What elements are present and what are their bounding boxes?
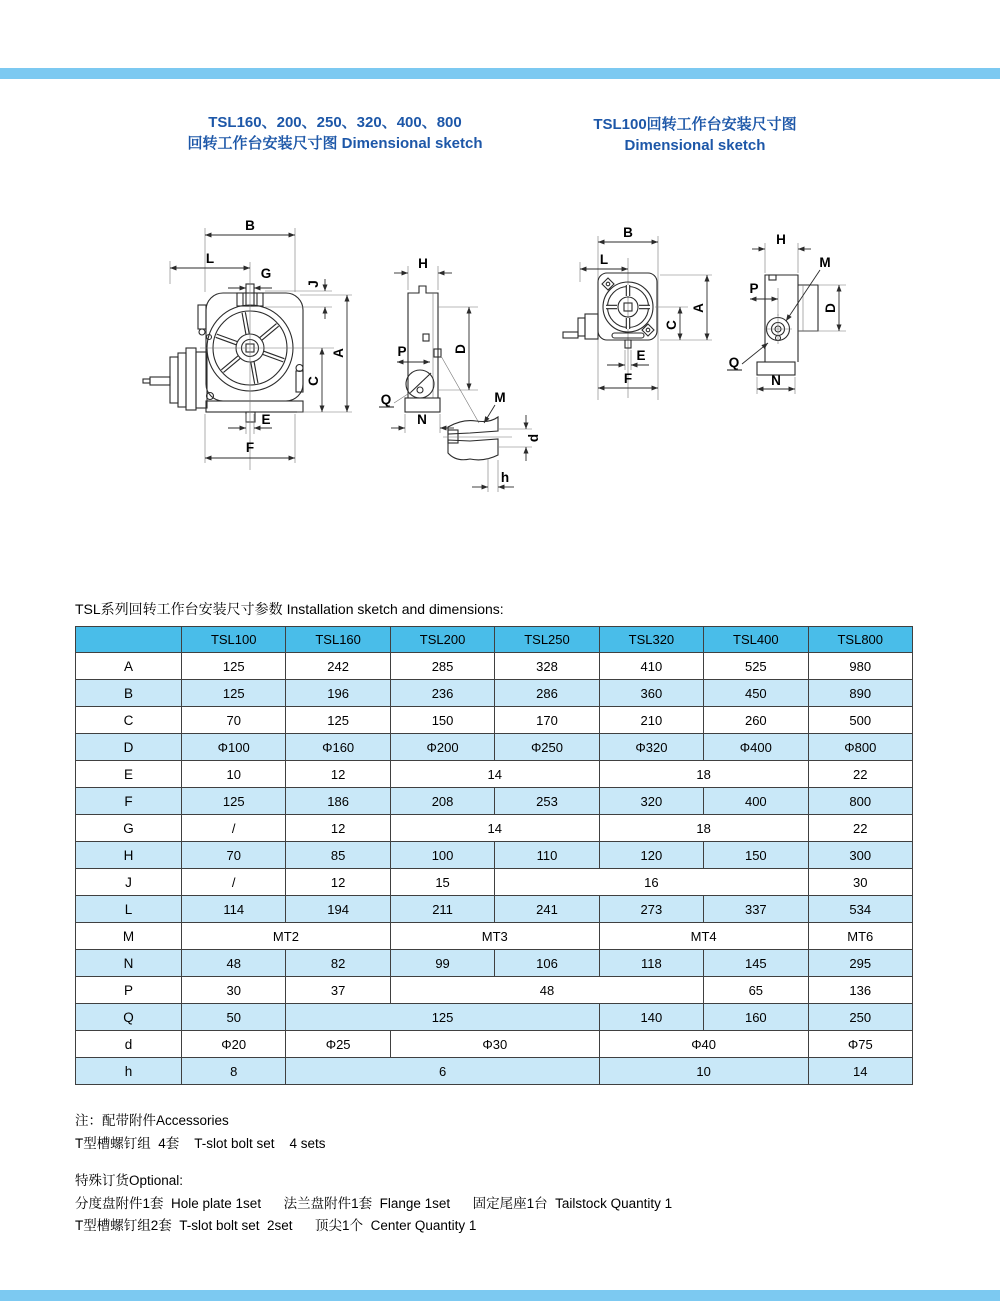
table-cell: MT6: [808, 923, 912, 950]
dimensions-table: [75, 626, 913, 1085]
table-cell: 10: [599, 1058, 808, 1085]
heading-right-line2: Dimensional sketch: [624, 137, 766, 154]
table-cell: 118: [599, 950, 703, 977]
table-row: [76, 896, 913, 923]
top-accent-bar: [0, 68, 1000, 79]
table-cell: 260: [704, 707, 808, 734]
table-cell: 85: [286, 842, 390, 869]
table-cell: 210: [599, 707, 703, 734]
row-label: d: [76, 1031, 182, 1058]
table-cell: 30: [182, 977, 286, 1004]
dim-label-A: A: [331, 348, 346, 358]
table-cell: 150: [704, 842, 808, 869]
dim-label-E2: E: [636, 348, 646, 363]
table-cell: 106: [495, 950, 599, 977]
table-row: [76, 977, 913, 1004]
table-cell: Φ160: [286, 734, 390, 761]
table-cell: 18: [599, 815, 808, 842]
note-optional-line2: T型槽螺钉组2套 T-slot bolt set 2set 顶尖1个 Center Quantity 1: [75, 1218, 477, 1233]
dim-label-J: J: [306, 280, 321, 288]
row-label: J: [76, 869, 182, 896]
column-header-tsl320: TSL320: [599, 627, 703, 653]
dim-label-H: H: [418, 256, 428, 271]
table-cell: 196: [286, 680, 390, 707]
table-cell: 410: [599, 653, 703, 680]
row-label: P: [76, 977, 182, 1004]
table-row: [76, 923, 913, 950]
table-cell: MT3: [390, 923, 599, 950]
table-cell: Φ25: [286, 1031, 390, 1058]
heading-left: [130, 112, 540, 154]
column-header-tsl100: TSL100: [182, 627, 286, 653]
table-cell: Φ30: [390, 1031, 599, 1058]
table-cell: 360: [599, 680, 703, 707]
table-header-row: [76, 627, 913, 653]
table-cell: 300: [808, 842, 912, 869]
row-label: N: [76, 950, 182, 977]
table-row: [76, 869, 913, 896]
dim-label-N2: N: [771, 373, 781, 388]
table-cell: 160: [704, 1004, 808, 1031]
note-optional-title: 特殊订货Optional:: [75, 1173, 184, 1188]
heading-left-line1: TSL160、200、250、320、400、800: [208, 114, 462, 131]
table-cell: 120: [599, 842, 703, 869]
table-cell: 12: [286, 815, 390, 842]
table-cell: 50: [182, 1004, 286, 1031]
table-cell: 99: [390, 950, 494, 977]
table-cell: 250: [808, 1004, 912, 1031]
table-row: [76, 1031, 913, 1058]
note-tslot-bolt-set: T型槽螺钉组 4套 T-slot bolt set 4 sets: [75, 1136, 326, 1151]
dim-label-D: D: [453, 344, 468, 354]
table-cell: 48: [182, 950, 286, 977]
heading-right: [550, 114, 840, 156]
row-label: L: [76, 896, 182, 923]
column-header-tsl400: TSL400: [704, 627, 808, 653]
table-cell: 114: [182, 896, 286, 923]
table-cell: /: [182, 815, 286, 842]
table-cell: 136: [808, 977, 912, 1004]
table-cell: 170: [495, 707, 599, 734]
table-cell: 10: [182, 761, 286, 788]
table-cell: 14: [390, 761, 599, 788]
table-cell: 400: [704, 788, 808, 815]
table-cell: 194: [286, 896, 390, 923]
dim-label-N: N: [417, 412, 427, 427]
table-cell: 236: [390, 680, 494, 707]
dim-label-C: C: [306, 376, 321, 386]
dim-label-Q2: Q: [728, 355, 740, 370]
table-cell: MT4: [599, 923, 808, 950]
dim-label-C2: C: [664, 320, 679, 330]
table-cell: 186: [286, 788, 390, 815]
table-cell: 253: [495, 788, 599, 815]
column-header-tsl160: TSL160: [286, 627, 390, 653]
table-cell: 450: [704, 680, 808, 707]
row-label: A: [76, 653, 182, 680]
drawing-side-view-large: [379, 256, 541, 492]
row-label: G: [76, 815, 182, 842]
table-cell: 286: [495, 680, 599, 707]
dim-label-L2: L: [599, 252, 609, 267]
table-cell: Φ40: [599, 1031, 808, 1058]
table-cell: 241: [495, 896, 599, 923]
dim-label-h: h: [500, 470, 510, 485]
note-accessories: 注：配带附件Accessories: [75, 1113, 229, 1128]
table-cell: 295: [808, 950, 912, 977]
table-cell: 110: [495, 842, 599, 869]
column-header-empty: [76, 627, 182, 653]
row-label: C: [76, 707, 182, 734]
table-row: [76, 815, 913, 842]
table-cell: 100: [390, 842, 494, 869]
row-label: B: [76, 680, 182, 707]
dim-label-D2: D: [823, 303, 838, 313]
row-label: Q: [76, 1004, 182, 1031]
table-cell: 65: [704, 977, 808, 1004]
table-cell: 140: [599, 1004, 703, 1031]
table-cell: Φ400: [704, 734, 808, 761]
table-cell: 890: [808, 680, 912, 707]
table-row: [76, 734, 913, 761]
dim-label-E: E: [261, 412, 271, 427]
column-header-tsl250: TSL250: [495, 627, 599, 653]
table-cell: 125: [286, 707, 390, 734]
row-label: H: [76, 842, 182, 869]
dim-label-B: B: [245, 218, 255, 233]
table-cell: 242: [286, 653, 390, 680]
heading-left-line2: 回转工作台安装尺寸图 Dimensional sketch: [187, 135, 483, 152]
table-cell: 125: [182, 788, 286, 815]
table-cell: 30: [808, 869, 912, 896]
dim-label-F2: F: [623, 371, 633, 386]
table-cell: /: [182, 869, 286, 896]
row-label: D: [76, 734, 182, 761]
drawing-front-view-tsl100: [563, 225, 712, 400]
table-cell: Φ320: [599, 734, 703, 761]
table-cell: 14: [390, 815, 599, 842]
dim-label-Q: Q: [380, 392, 392, 407]
table-row: [76, 788, 913, 815]
table-cell: 12: [286, 761, 390, 788]
table-row: [76, 950, 913, 977]
drawing-front-view-large: [143, 218, 352, 470]
table-row: [76, 707, 913, 734]
table-cell: 150: [390, 707, 494, 734]
table-cell: 534: [808, 896, 912, 923]
table-cell: 14: [808, 1058, 912, 1085]
dim-label-A2: A: [691, 303, 706, 313]
table-cell: 328: [495, 653, 599, 680]
table-cell: 82: [286, 950, 390, 977]
table-row: [76, 1058, 913, 1085]
table-cell: 208: [390, 788, 494, 815]
dimensional-sketch-drawings: [140, 205, 930, 515]
table-cell: Φ100: [182, 734, 286, 761]
column-header-tsl800: TSL800: [808, 627, 912, 653]
table-row: [76, 1004, 913, 1031]
table-cell: 320: [599, 788, 703, 815]
row-label: h: [76, 1058, 182, 1085]
dim-label-d: d: [526, 433, 541, 443]
table-cell: 285: [390, 653, 494, 680]
table-cell: 18: [599, 761, 808, 788]
table-cell: 125: [182, 653, 286, 680]
table-cell: Φ200: [390, 734, 494, 761]
note-optional-line1: 分度盘附件1套 Hole plate 1set 法兰盘附件1套 Flange 1set 固定尾座1台 Tailstock Quantity 1: [75, 1196, 673, 1211]
table-cell: 16: [495, 869, 808, 896]
dim-label-H2: H: [776, 232, 786, 247]
dim-label-P2: P: [749, 281, 759, 296]
table-row: [76, 653, 913, 680]
dim-label-F: F: [245, 440, 255, 455]
table-cell: 37: [286, 977, 390, 1004]
dim-label-G: G: [260, 266, 272, 281]
table-cell: 70: [182, 707, 286, 734]
table-cell: 15: [390, 869, 494, 896]
column-header-tsl200: TSL200: [390, 627, 494, 653]
dim-label-P: P: [397, 344, 407, 359]
dim-label-L: L: [205, 251, 215, 266]
table-cell: 6: [286, 1058, 599, 1085]
table-cell: 337: [704, 896, 808, 923]
row-label: M: [76, 923, 182, 950]
bottom-accent-bar: [0, 1290, 1000, 1301]
table-row: [76, 680, 913, 707]
table-cell: 500: [808, 707, 912, 734]
table-cell: 211: [390, 896, 494, 923]
table-cell: 12: [286, 869, 390, 896]
table-cell: 22: [808, 761, 912, 788]
table-cell: Φ20: [182, 1031, 286, 1058]
table-cell: 125: [182, 680, 286, 707]
table-cell: MT2: [182, 923, 391, 950]
table-cell: 273: [599, 896, 703, 923]
table-cell: 48: [390, 977, 703, 1004]
table-cell: 70: [182, 842, 286, 869]
table-title: TSL系列回转工作台安装尺寸参数 Installation sketch and dimensions:: [75, 601, 504, 617]
table-cell: Φ250: [495, 734, 599, 761]
table-cell: Φ800: [808, 734, 912, 761]
table-cell: 980: [808, 653, 912, 680]
dim-label-M2: M: [819, 255, 831, 270]
table-row: [76, 761, 913, 788]
table-cell: 145: [704, 950, 808, 977]
heading-right-line1: TSL100回转工作台安装尺寸图: [593, 116, 797, 133]
dim-label-M: M: [494, 390, 506, 405]
table-cell: 125: [286, 1004, 599, 1031]
row-label: E: [76, 761, 182, 788]
table-row: [76, 842, 913, 869]
row-label: F: [76, 788, 182, 815]
dim-label-B2: B: [623, 225, 633, 240]
drawing-side-view-tsl100: [727, 232, 846, 394]
table-cell: 525: [704, 653, 808, 680]
table-cell: 22: [808, 815, 912, 842]
table-cell: Φ75: [808, 1031, 912, 1058]
table-cell: 800: [808, 788, 912, 815]
table-cell: 8: [182, 1058, 286, 1085]
